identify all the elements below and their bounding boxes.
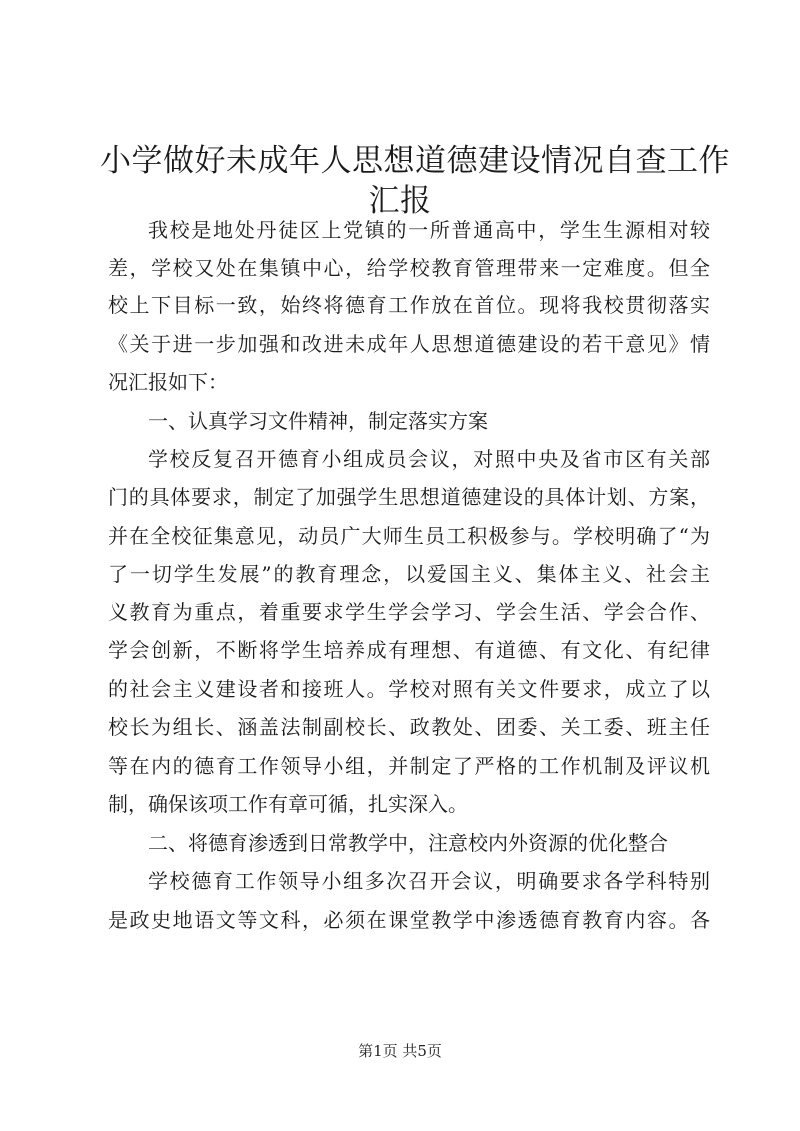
paragraph-line: 校长为组长、涵盖法制副校长、政教处、团委、关工委、班主任 xyxy=(108,715,710,739)
paragraph-line: 门的具体要求，制定了加强学生思想道德建设的具体计划、方案， xyxy=(108,485,710,509)
section-heading: 一、认真学习文件精神，制定落实方案 xyxy=(148,409,488,433)
paragraph-line: 的社会主义建设者和接班人。学校对照有关文件要求，成立了以 xyxy=(108,677,710,701)
paragraph-line: 等在内的德育工作领导小组，并制定了严格的工作机制及评议机 xyxy=(108,754,710,778)
paragraph-line: 义教育为重点，着重要求学生学会学习、学会生活、学会合作、 xyxy=(108,600,710,624)
page-footer: 第1页 共5页 xyxy=(358,1042,442,1060)
section-heading: 二、将德育渗透到日常教学中，注意校内外资源的优化整合 xyxy=(148,831,668,855)
paragraph-line: 学校德育工作领导小组多次召开会议，明确要求各学科特别 xyxy=(148,869,710,893)
paragraph-line: 制，确保该项工作有章可循，扎实深入。 xyxy=(108,792,468,816)
paragraph-line: 《关于进一步加强和改进未成年人思想道德建设的若干意见》情 xyxy=(108,332,710,356)
document-title-line-2: 汇报 xyxy=(368,183,432,219)
paragraph-line: 差，学校又处在集镇中心，给学校教育管理带来一定难度。但全 xyxy=(108,256,710,280)
paragraph-line: 并在全校征集意见，动员广大师生员工积极参与。学校明确了“为 xyxy=(108,524,710,548)
paragraph-line: 了一切学生发展”的教育理念，以爱国主义、集体主义、社会主 xyxy=(108,562,710,586)
paragraph-line: 学会创新，不断将学生培养成有理想、有道德、有文化、有纪律 xyxy=(108,638,710,662)
paragraph-line: 况汇报如下： xyxy=(108,370,228,394)
paragraph-line: 校上下目标一致，始终将德育工作放在首位。现将我校贯彻落实 xyxy=(108,293,710,317)
document-title-line-1: 小学做好未成年人思想道德建设情况自查工作 xyxy=(100,143,730,179)
paragraph-line: 我校是地处丹徒区上党镇的一所普通高中，学生生源相对较 xyxy=(148,218,710,242)
paragraph-line: 学校反复召开德育小组成员会议，对照中央及省市区有关部 xyxy=(148,447,710,471)
paragraph-line: 是政史地语文等文科，必须在课堂教学中渗透德育教育内容。各 xyxy=(108,908,710,932)
